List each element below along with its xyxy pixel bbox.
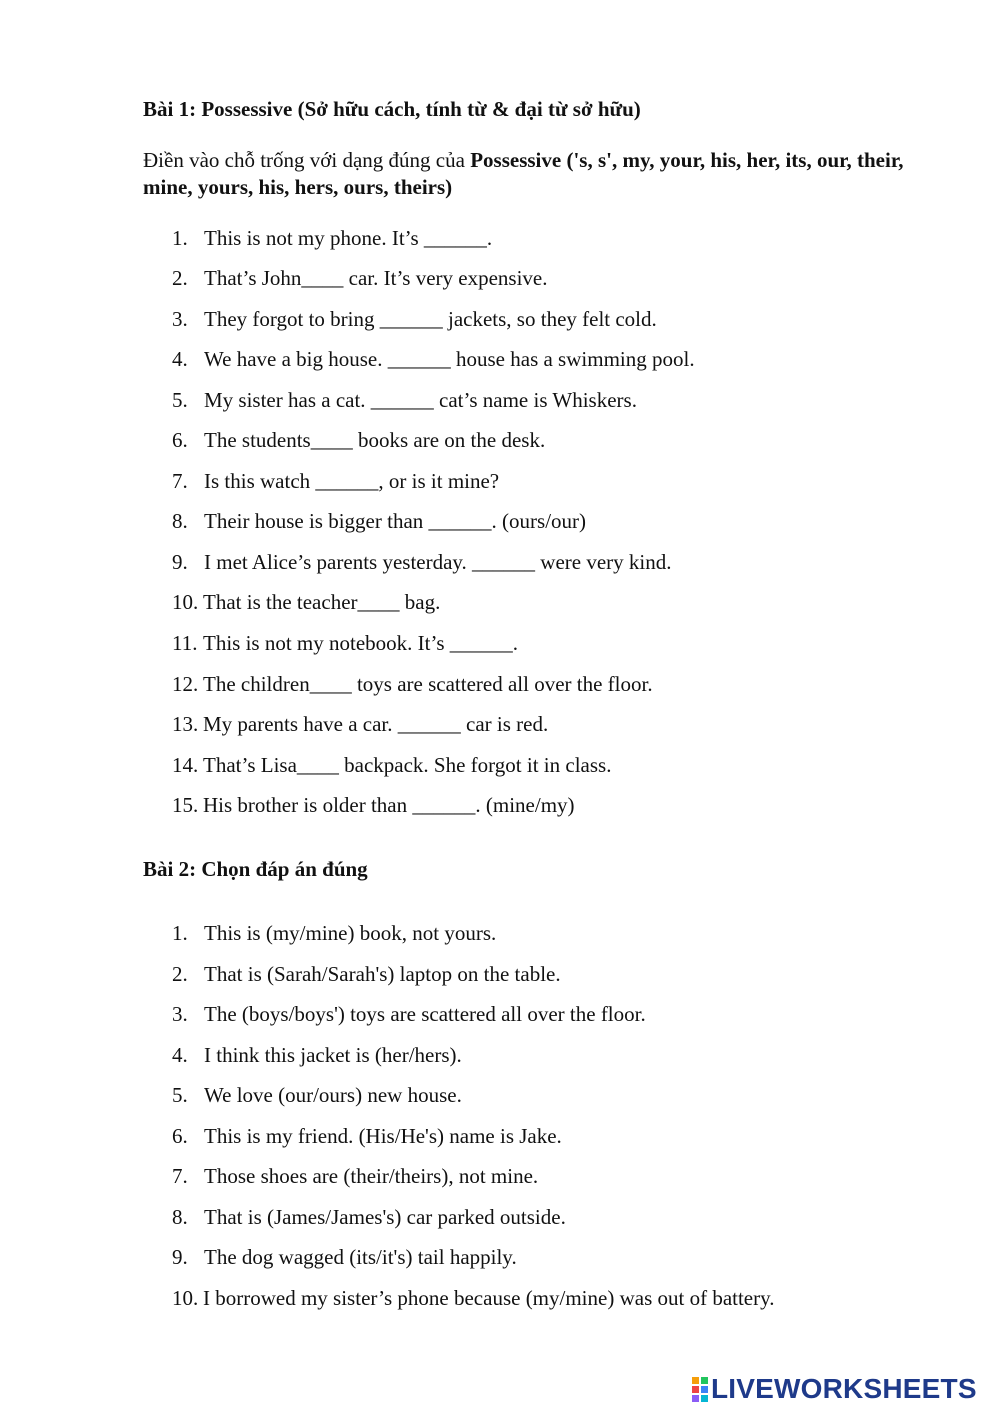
exercise2-item xyxy=(0,1286,900,1314)
exercise1-item xyxy=(0,509,900,537)
item-text: His brother is older than ______. (mine/my) xyxy=(203,793,575,817)
exercise1-item xyxy=(0,631,900,659)
exercise1-item xyxy=(0,753,900,781)
item-number: 9. xyxy=(172,1245,188,1269)
exercise2-item xyxy=(0,1083,900,1111)
exercise2-item xyxy=(0,1124,900,1152)
item-number: 8. xyxy=(172,509,188,533)
exercise1-item xyxy=(0,226,900,254)
item-text: Is this watch ______, or is it mine? xyxy=(204,469,500,493)
item-number: 10. xyxy=(172,1286,199,1310)
item-number: 7. xyxy=(172,1164,188,1188)
item-text: This is not my notebook. It’s ______. xyxy=(203,631,518,655)
item-number: 11. xyxy=(172,631,198,655)
item-number: 2. xyxy=(172,266,188,290)
exercise1-item xyxy=(0,550,900,578)
item-text: The (boys/boys') toys are scattered all over the floor. xyxy=(204,1002,646,1026)
item-text: That is the teacher____ bag. xyxy=(203,590,441,614)
exercise2-item xyxy=(0,921,900,949)
item-text: My parents have a car. ______ car is red. xyxy=(203,712,549,736)
item-text: That’s John____ car. It’s very expensive. xyxy=(204,266,548,290)
exercise1-item xyxy=(0,672,900,700)
item-number: 5. xyxy=(172,1083,188,1107)
item-text: We have a big house. ______ house has a swimming pool. xyxy=(204,347,695,371)
item-number: 15. xyxy=(172,793,199,817)
item-number: 2. xyxy=(172,962,188,986)
exercise1-item xyxy=(0,307,900,335)
item-text: Those shoes are (their/theirs), not mine. xyxy=(204,1164,539,1188)
item-text: This is my friend. (His/He's) name is Jake. xyxy=(204,1124,562,1148)
instruction-possessive-list: Possessive ('s, s', my, your, his, her, its, our, their, mine, yours, his, hers, ours, theirs) xyxy=(143,148,904,199)
exercise1-item xyxy=(0,388,900,416)
section1-instruction xyxy=(143,147,933,201)
item-text: My sister has a cat. ______ cat’s name is Whiskers. xyxy=(204,388,637,412)
exercise1-item xyxy=(0,428,900,456)
exercise1-item xyxy=(0,469,900,497)
exercise1-item xyxy=(0,793,900,821)
section2-heading: Bài 2: Chọn đáp án đúng xyxy=(143,857,368,881)
item-text: I think this jacket is (her/hers). xyxy=(204,1043,462,1067)
item-number: 8. xyxy=(172,1205,188,1229)
item-number: 7. xyxy=(172,469,188,493)
item-text: The dog wagged (its/it's) tail happily. xyxy=(204,1245,517,1269)
liveworksheets-logo-icon xyxy=(692,1375,709,1403)
item-number: 14. xyxy=(172,753,199,777)
item-number: 12. xyxy=(172,672,199,696)
exercise2-item xyxy=(0,1002,900,1030)
exercise2-item xyxy=(0,1245,900,1273)
item-text: Their house is bigger than ______. (ours/our) xyxy=(204,509,587,533)
item-number: 10. xyxy=(172,590,199,614)
instruction-prefix: Điền vào chỗ trống với dạng đúng của xyxy=(143,148,471,172)
liveworksheets-logo-text: LIVEWORKSHEETS xyxy=(711,1373,977,1404)
item-number: 1. xyxy=(172,226,188,250)
item-number: 6. xyxy=(172,1124,188,1148)
item-text: This is not my phone. It’s ______. xyxy=(204,226,493,250)
item-text: The children____ toys are scattered all over the floor. xyxy=(203,672,653,696)
exercise2-item xyxy=(0,1043,900,1071)
section1-heading: Bài 1: Possessive (Sở hữu cách, tính từ & đại từ sở hữu) xyxy=(143,97,641,121)
exercise1-item xyxy=(0,347,900,375)
item-text: The students____ books are on the desk. xyxy=(204,428,546,452)
item-number: 4. xyxy=(172,1043,188,1067)
exercise2-item xyxy=(0,962,900,990)
item-text: That is (James/James's) car parked outside. xyxy=(204,1205,566,1229)
item-number: 6. xyxy=(172,428,188,452)
item-text: That is (Sarah/Sarah's) laptop on the table. xyxy=(204,962,561,986)
exercise2-item xyxy=(0,1205,900,1233)
item-text: They forgot to bring ______ jackets, so they felt cold. xyxy=(204,307,657,331)
item-number: 5. xyxy=(172,388,188,412)
item-number: 9. xyxy=(172,550,188,574)
exercise1-item xyxy=(0,590,900,618)
item-text: I borrowed my sister’s phone because (my/mine) was out of battery. xyxy=(203,1286,775,1310)
item-number: 13. xyxy=(172,712,199,736)
item-text: We love (our/ours) new house. xyxy=(204,1083,462,1107)
item-number: 1. xyxy=(172,921,188,945)
exercise1-item xyxy=(0,712,900,740)
liveworksheets-logo[interactable] xyxy=(692,1374,992,1404)
item-text: This is (my/mine) book, not yours. xyxy=(204,921,497,945)
item-number: 3. xyxy=(172,1002,188,1026)
exercise1-item xyxy=(0,266,900,294)
item-text: That’s Lisa____ backpack. She forgot it in class. xyxy=(203,753,612,777)
item-number: 3. xyxy=(172,307,188,331)
item-number: 4. xyxy=(172,347,188,371)
exercise2-item xyxy=(0,1164,900,1192)
item-text: I met Alice’s parents yesterday. ______ were very kind. xyxy=(204,550,672,574)
